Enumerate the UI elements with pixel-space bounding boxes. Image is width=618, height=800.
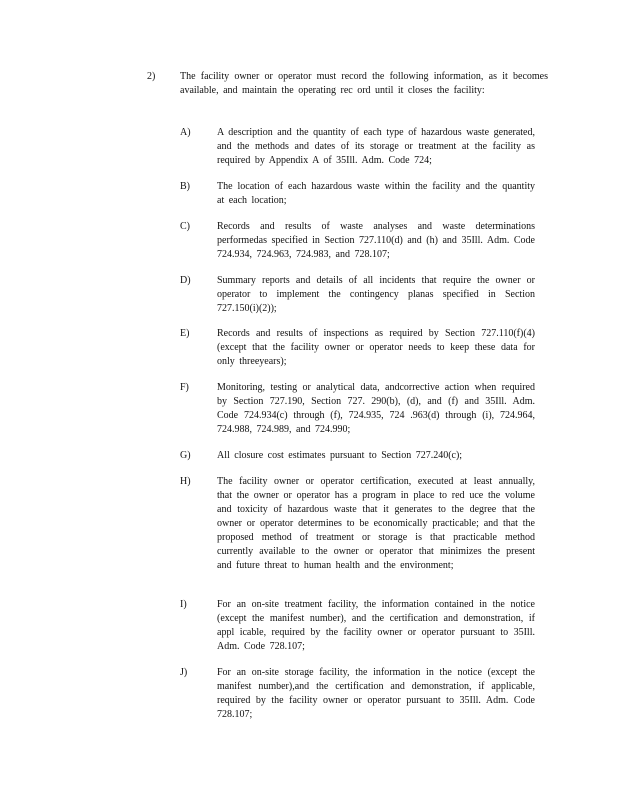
subitem-text: For an on-site storage facility, the information in the notice (except the manifest number),and the certification and demonstration, if applicable, required by the facility owner or operator pursuant to 35Ill. Adm. Code 728.107; bbox=[217, 667, 535, 720]
subitem-text: Summary reports and details of all incidents that require the owner or operator to implement the contingency planas specified in Section 727.150(i)(2)); bbox=[217, 275, 535, 314]
subitem-text: Records and results of waste analyses and waste determinations performedas specified in Section 727.110(d) and (h) and 35Ill. Adm. Code 724.934, 724.963, 724.983, and 728.107; bbox=[217, 221, 535, 260]
subitem-text: Records and results of inspections as required by Section 727.110(f)(4) (except that the facility owner or operator needs to keep these data for only threeyears); bbox=[217, 328, 535, 367]
subitem-letter: H) bbox=[180, 476, 191, 487]
subitem-letter: E) bbox=[180, 328, 190, 339]
subitem-text: For an on-site treatment facility, the information contained in the notice (except the manifest number), and the certification and demonstration, if appl icable, required by the facility owner or operator pursuant to 35Ill. Adm. Code 728.107; bbox=[217, 599, 535, 652]
item-text: The facility owner or operator must record the following information, as it becomes available, and maintain the operating rec ord until it closes the facility: bbox=[180, 71, 548, 96]
subitem-letter: J) bbox=[180, 667, 188, 678]
subitem-text: The facility owner or operator certification, executed at least annually, that the owner or operator has a program in place to red uce the volume and toxicity of hazardous waste that it generates to the degree that the owner or operator determines to be economically practicable; and that the proposed method of treatment or storage is that practicable method currently available to the owner or operator that minimizes the present and future threat to human health and the environment; bbox=[217, 476, 535, 571]
subitem-letter: A) bbox=[180, 127, 191, 138]
subitem-letter: G) bbox=[180, 450, 191, 461]
subitem-letter: C) bbox=[180, 221, 190, 232]
item-number: 2) bbox=[147, 71, 156, 82]
subitem-letter: B) bbox=[180, 181, 190, 192]
subitem-text: The location of each hazardous waste within the facility and the quantity at each location; bbox=[217, 181, 535, 206]
subitem-letter: I) bbox=[180, 599, 187, 610]
subitem-text: Monitoring, testing or analytical data, andcorrective action when required by Section 727.190, Section 727. 290(b), (d), and (f) and 35Ill. Adm. Code 724.934(c) through (f), 724.935, 724 .963(d) through (i), 724.964, 724.988, 724.989, and 724.990; bbox=[217, 382, 535, 435]
subitem-text: All closure cost estimates pursuant to Section 727.240(c); bbox=[217, 450, 463, 461]
subitem-letter: D) bbox=[180, 275, 191, 286]
subitem-text: A description and the quantity of each type of hazardous waste generated, and the methods and dates of its storage or treatment at the facility as required by Appendix A of 35Ill. Adm. Code 724; bbox=[217, 127, 535, 166]
subitem-letter: F) bbox=[180, 382, 189, 393]
